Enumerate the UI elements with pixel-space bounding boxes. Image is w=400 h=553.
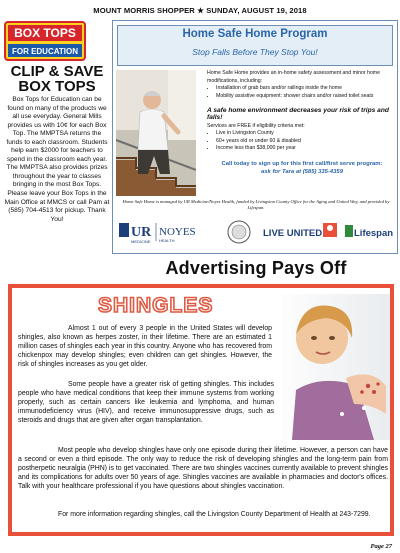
box-tops-heading-line1: CLIP & SAVE bbox=[10, 63, 104, 80]
svg-text:Lifespan: Lifespan bbox=[354, 228, 393, 239]
shingles-paragraph-4: For more information regarding shingles, call the Livingston County Department of Health at 243-7299. bbox=[58, 511, 371, 518]
home-safe-services-list bbox=[207, 85, 393, 100]
home-safe-managed-note: Home Safe Home is managed by UR Medicine/Noyes Health, funded by Livingston County Office for the Aging and United Way, and provided by Lifespan. bbox=[122, 199, 390, 211]
box-tops-logo bbox=[4, 20, 88, 62]
list-item: • Installation of grab bars and/or railings inside the home bbox=[216, 85, 393, 93]
shingles-article bbox=[8, 284, 394, 536]
shingles-paragraph-1: Almost 1 out of every 3 people in the United States will develop shingles, also known as herpes zoster, in their lifetime. There are an estimated 1 million cases of shingles each year in this country. Anyone who has recovered from chickenpox may develop shingles; even children can get shingles. However, the risk of shingles increases as you get older. bbox=[18, 325, 272, 369]
svg-text:UR: UR bbox=[131, 225, 152, 240]
shingles-title: SHINGLES bbox=[98, 294, 214, 317]
box-tops-body: Box Tops for Education can be found on many of the products we all use everyday. General Mills provides us with 10¢ for each Box Top. The MMPTSA returns the funds to each classroom. Students help earn $2000 for teachers to spend in the classroom each year. The MMPTSA also provides prizes throughout the year to classes bringing in the most Box Tops. Please leave your Box Tops in the Main Office at MMCS or call Pam at (585) 704-4513 for pickup. Thank You! bbox=[4, 96, 110, 223]
stair-climbing-man-photo bbox=[116, 70, 196, 196]
box-tops-heading bbox=[4, 64, 110, 94]
svg-text:FOR EDUCATION: FOR EDUCATION bbox=[11, 47, 79, 56]
home-safe-title-box bbox=[117, 25, 393, 66]
shingles-paragraph-3: Most people who develop shingles have only one episode during their lifetime. However, a person can have a second or even a third episode. The only way to reduce the risk of developing shingles and the long-term pain from postherpetic neuralgia (PHN) is to get vaccinated. There are two shingles vaccines currently available to prevent shingles and its complications for adults over 50 years of age. Shingles vaccines are available in pharmacies and doctor's offices. Talk with your healthcare professional if you have questions about shingles vaccination. bbox=[18, 447, 388, 491]
lifespan-logo bbox=[345, 225, 393, 239]
home-safe-subtitle: Stop Falls Before They Stop You! bbox=[192, 47, 318, 57]
page-number: Page 27 bbox=[370, 543, 392, 550]
advertising-banner: Advertising Pays Off bbox=[165, 258, 347, 278]
home-safe-intro: Home Safe Home provides an in-home safety assessment and minor home modifications, including: bbox=[207, 70, 380, 84]
patient-photo bbox=[282, 294, 390, 440]
svg-text:NOYES: NOYES bbox=[159, 226, 196, 238]
svg-text:HEALTH: HEALTH bbox=[159, 238, 175, 243]
svg-text:BOX TOPS: BOX TOPS bbox=[14, 26, 76, 40]
shingles-paragraph-2: Some people have a greater risk of getting shingles. This includes people who have medical conditions that keep their immune systems from working properly, such as certain cancers like leukemia and lymphoma, and human immunodeficiency virus (HIV), and receive immunosuppressive drugs, such as steroids and drugs that are given after organ transplantation. bbox=[18, 381, 274, 425]
list-item: • Mobility assistive equipment: shower chairs and/or raised toilet seats bbox=[216, 93, 393, 101]
home-safe-ad bbox=[112, 20, 398, 254]
live-united-logo bbox=[263, 223, 337, 239]
list-item: • 60+ years old or under 60 & disabled bbox=[216, 138, 393, 146]
svg-text:MEDICINE: MEDICINE bbox=[131, 239, 151, 244]
svg-text:LIVE UNITED: LIVE UNITED bbox=[263, 228, 323, 239]
masthead: MOUNT MORRIS SHOPPER ★ SUNDAY, AUGUST 19, 2018 bbox=[93, 6, 307, 15]
ur-medicine-logo bbox=[119, 223, 152, 244]
list-item: • Income less than $38,000 per year bbox=[216, 145, 393, 153]
home-safe-eligibility: Services are FREE if eligibility criteria met: bbox=[207, 123, 305, 129]
list-item: • Live in Livingston County bbox=[216, 130, 393, 138]
home-safe-title: Home Safe Home Program bbox=[182, 28, 328, 40]
sponsor-logos bbox=[117, 217, 393, 247]
home-safe-tagline: A safe home environment decreases your risk of trips and falls! bbox=[207, 107, 389, 121]
county-seal-logo bbox=[228, 221, 250, 243]
home-safe-eligibility-list bbox=[207, 130, 393, 153]
home-safe-call-to-action: Call today to sign up for this first call/first serve program: bbox=[221, 161, 383, 167]
home-safe-contact: ask for Tara at (585) 335-4359 bbox=[261, 169, 343, 175]
box-tops-heading-line2: BOX TOPS bbox=[18, 78, 96, 95]
noyes-health-logo bbox=[159, 226, 196, 243]
